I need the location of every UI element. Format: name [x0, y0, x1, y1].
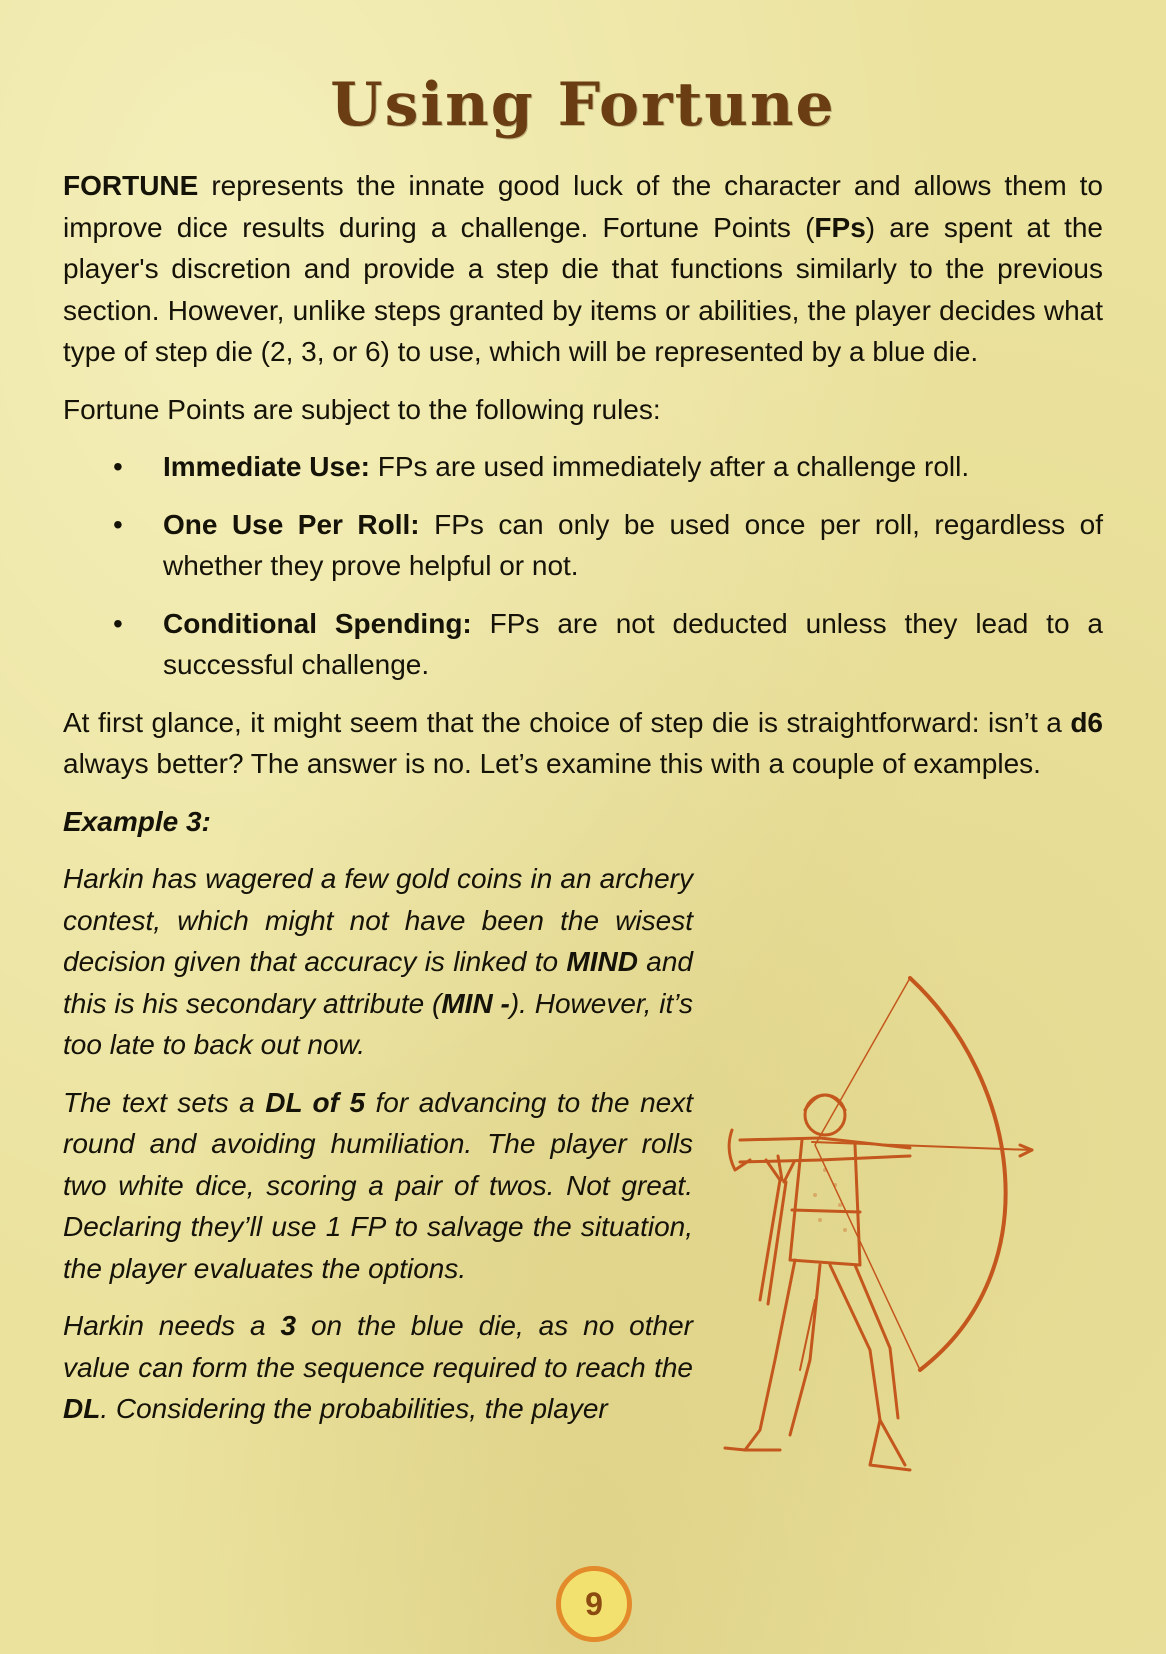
list-item: • Immediate Use: FPs are used immediately after a challenge roll. — [63, 446, 1103, 488]
list-item: • One Use Per Roll: FPs can only be used once per roll, regardless of whether they prove helpful or not. — [63, 504, 1103, 587]
bullet-icon: • — [113, 508, 123, 540]
fps-abbr: FPs — [814, 211, 866, 243]
intro-paragraph: FORTUNE represents the innate good luck of the character and allows them to improve dice results during a challenge. Fortune Points (FPs) are spent at the player's discretion and provide a step die that functions similarly to the previous section. However, unlike steps granted by items or abilities, the player decides what type of step die (2, 3, or 6) to use, which will be represented by a blue die. — [63, 170, 1103, 367]
page-title: Using Fortune — [330, 70, 836, 140]
page-number: 9 — [556, 1566, 632, 1642]
example-paragraph-3: Harkin needs a 3 on the blue die, as no other value can form the sequence required to reach the DL. Considering the probabilities, the player — [63, 1310, 693, 1424]
example-paragraph-2: The text sets a DL of 5 for advancing to the next round and avoiding humiliation. The player rolls two white dice, scoring a pair of twos. Not great. Declaring they’ll use 1 FP to salvage the situation, the player evaluates the options. — [63, 1086, 693, 1284]
rules-intro: Fortune Points are subject to the following rules: — [63, 393, 661, 425]
example-paragraph-1: Harkin has wagered a few gold coins in an archery contest, which might not have been the wisest decision given that accuracy is linked to MIND and this is his secondary attribute (MIN -). However, it’s too late to back out now. — [63, 863, 693, 1060]
example-heading: Example 3: — [63, 805, 211, 837]
fortune-term: FORTUNE — [63, 170, 199, 201]
bullet-icon: • — [113, 451, 123, 482]
rules-list — [63, 446, 1103, 686]
archer-illustration — [720, 970, 1080, 1510]
list-item: • Conditional Spending: FPs are not deducted unless they lead to a successful challenge. — [63, 603, 1103, 686]
bullet-icon: • — [113, 607, 123, 639]
glance-paragraph: At first glance, it might seem that the choice of step die is straightforward: isn’t a d6 always better? The answer is no. Let’s examine this with a couple of examples. — [63, 706, 1103, 779]
example-text-column — [63, 858, 693, 1430]
